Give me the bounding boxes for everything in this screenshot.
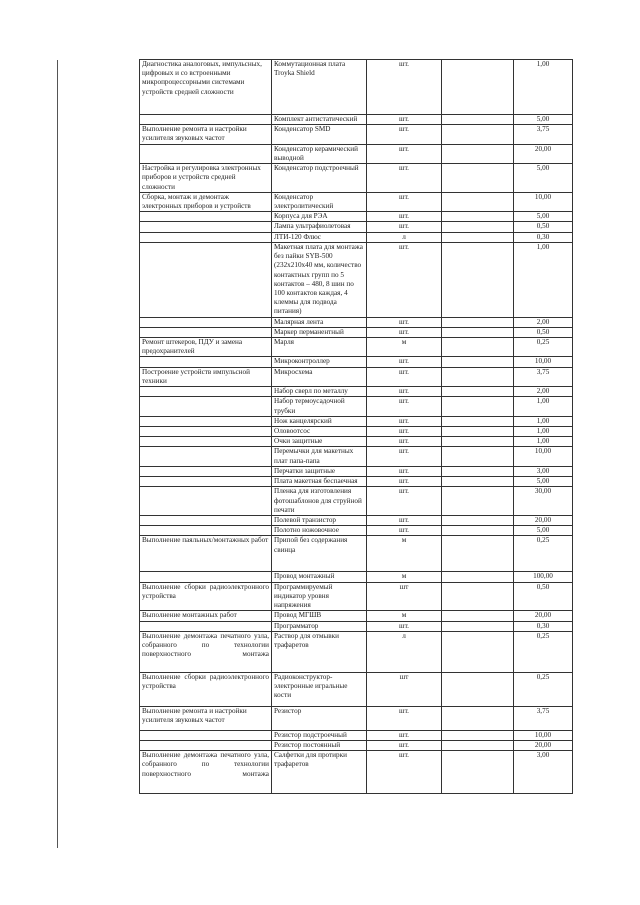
quantity-cell: 0,30: [514, 621, 573, 631]
quantity-cell: 0,25: [514, 672, 573, 706]
table-row: [140, 536, 573, 572]
operation-cell: Выполнение сборки радиоэлектронного устройства: [140, 672, 272, 706]
quantity-cell: 0,25: [514, 631, 573, 672]
material-cell: Перемычки для макетных плат папа-папа: [272, 447, 367, 466]
table-row: [140, 477, 573, 487]
operation-cell: [140, 740, 272, 750]
empty-cell: [442, 631, 514, 672]
table-row: [140, 437, 573, 447]
quantity-cell: 20,00: [514, 144, 573, 163]
material-cell: Маркер перманентный: [272, 327, 367, 337]
operation-cell: [140, 327, 272, 337]
table-row: [140, 582, 573, 611]
material-cell: ЛТИ-120 Флюс: [272, 232, 367, 242]
empty-cell: [442, 621, 514, 631]
unit-cell: шт.: [367, 367, 442, 386]
unit-cell: шт.: [367, 751, 442, 794]
material-cell: Полевой транзистор: [272, 515, 367, 525]
unit-cell: шт.: [367, 164, 442, 193]
operation-cell: [140, 222, 272, 232]
unit-cell: шт.: [367, 357, 442, 367]
operation-cell: Выполнение ремонта и настройки усилителя звуковых частот: [140, 125, 272, 144]
quantity-cell: 1,00: [514, 427, 573, 437]
material-cell: Конденсатор SMD: [272, 125, 367, 144]
table-row: [140, 144, 573, 163]
empty-cell: [442, 232, 514, 242]
material-cell: Перчатки защитные: [272, 466, 367, 476]
table-row: [140, 367, 573, 386]
operation-cell: [140, 427, 272, 437]
table-row: [140, 751, 573, 794]
quantity-cell: 0,30: [514, 232, 573, 242]
empty-cell: [442, 416, 514, 426]
table-row: [140, 387, 573, 397]
quantity-cell: 0,50: [514, 327, 573, 337]
material-cell: Комплект антистатический: [272, 115, 367, 125]
operation-cell: [140, 621, 272, 631]
operation-cell: Выполнение демонтажа печатного узла, собранного по технологии поверхностного монтажа: [140, 751, 272, 794]
empty-cell: [442, 740, 514, 750]
operation-cell: Выполнение демонтажа печатного узла, собранного по технологии поверхностного монтажа: [140, 631, 272, 672]
quantity-cell: 10,00: [514, 730, 573, 740]
operation-cell: [140, 357, 272, 367]
empty-cell: [442, 477, 514, 487]
unit-cell: шт: [367, 582, 442, 611]
material-cell: Программатор: [272, 621, 367, 631]
unit-cell: м: [367, 572, 442, 582]
material-cell: Резистор подстроечный: [272, 730, 367, 740]
table-row: [140, 416, 573, 426]
unit-cell: шт.: [367, 621, 442, 631]
operation-cell: Ремонт штекеров, ПДУ и замена предохранителей: [140, 338, 272, 357]
unit-cell: шт.: [367, 466, 442, 476]
empty-cell: [442, 536, 514, 572]
operation-cell: [140, 115, 272, 125]
material-cell: Конденсатор подстроечный: [272, 164, 367, 193]
empty-cell: [442, 212, 514, 222]
table-row: [140, 730, 573, 740]
table-row: [140, 466, 573, 476]
material-cell: Корпуса для РЭА: [272, 212, 367, 222]
empty-cell: [442, 730, 514, 740]
table-row: [140, 427, 573, 437]
empty-cell: [442, 144, 514, 163]
quantity-cell: 3,75: [514, 125, 573, 144]
unit-cell: м: [367, 536, 442, 572]
operation-cell: [140, 212, 272, 222]
unit-cell: л: [367, 232, 442, 242]
table-row: [140, 232, 573, 242]
unit-cell: шт.: [367, 740, 442, 750]
empty-cell: [442, 466, 514, 476]
quantity-cell: 2,00: [514, 317, 573, 327]
material-cell: Микроконтроллер: [272, 357, 367, 367]
table-row: [140, 242, 573, 317]
quantity-cell: 10,00: [514, 192, 573, 211]
empty-cell: [442, 487, 514, 516]
table-row: [140, 631, 573, 672]
quantity-cell: 3,00: [514, 466, 573, 476]
material-cell: Припой без содержания свинца: [272, 536, 367, 572]
operation-cell: Выполнение монтажных работ: [140, 611, 272, 621]
material-cell: Макетная плата для монтажа без пайки SYB-500 (232x210x40 мм, количество контактных групп по 5 контактов – 480, 8 шин по 100 контактов каждая, 4 клеммы для подвода питания): [272, 242, 367, 317]
quantity-cell: 3,00: [514, 751, 573, 794]
unit-cell: шт.: [367, 515, 442, 525]
empty-cell: [442, 515, 514, 525]
table-row: [140, 740, 573, 750]
empty-cell: [442, 357, 514, 367]
unit-cell: шт.: [367, 327, 442, 337]
empty-cell: [442, 242, 514, 317]
unit-cell: шт.: [367, 222, 442, 232]
unit-cell: шт.: [367, 416, 442, 426]
operation-cell: Выполнение паяльных/монтажных работ: [140, 536, 272, 572]
material-cell: Раствор для отмывки трафаретов: [272, 631, 367, 672]
quantity-cell: 5,00: [514, 526, 573, 536]
material-cell: Нож канцелярский: [272, 416, 367, 426]
empty-cell: [442, 60, 514, 115]
table-row: [140, 125, 573, 144]
table-row: [140, 192, 573, 211]
quantity-cell: 5,00: [514, 477, 573, 487]
material-cell: Программируемый индикатор уровня напряжения: [272, 582, 367, 611]
unit-cell: шт.: [367, 387, 442, 397]
empty-cell: [442, 125, 514, 144]
empty-cell: [442, 706, 514, 730]
table-row: [140, 327, 573, 337]
table-row: [140, 397, 573, 416]
material-cell: Провод МГШВ: [272, 611, 367, 621]
material-cell: Набор сверл по металлу: [272, 387, 367, 397]
unit-cell: шт.: [367, 242, 442, 317]
unit-cell: шт.: [367, 477, 442, 487]
unit-cell: шт.: [367, 437, 442, 447]
table-row: [140, 621, 573, 631]
quantity-cell: 3,75: [514, 706, 573, 730]
quantity-cell: 20,00: [514, 611, 573, 621]
material-cell: Набор термоусадочной трубки: [272, 397, 367, 416]
material-cell: Провод монтажный: [272, 572, 367, 582]
unit-cell: шт.: [367, 144, 442, 163]
quantity-cell: 5,00: [514, 115, 573, 125]
operation-cell: [140, 437, 272, 447]
unit-cell: шт.: [367, 115, 442, 125]
unit-cell: л: [367, 631, 442, 672]
operation-cell: [140, 397, 272, 416]
material-cell: Оловоотсос: [272, 427, 367, 437]
operation-cell: Диагностика аналоговых, импульсных, цифровых и со встроенными микропроцессорными системами устройств средней сложности: [140, 60, 272, 115]
table-row: [140, 115, 573, 125]
material-cell: Лампа ультрафиолетовая: [272, 222, 367, 232]
quantity-cell: 0,25: [514, 338, 573, 357]
material-cell: Конденсатор электролитический: [272, 192, 367, 211]
table-row: [140, 164, 573, 193]
quantity-cell: 0,25: [514, 536, 573, 572]
quantity-cell: 10,00: [514, 357, 573, 367]
empty-cell: [442, 367, 514, 386]
table-row: [140, 317, 573, 327]
quantity-cell: 20,00: [514, 740, 573, 750]
quantity-cell: 1,00: [514, 397, 573, 416]
empty-cell: [442, 327, 514, 337]
empty-cell: [442, 164, 514, 193]
operation-cell: Выполнение сборки радиоэлектронного устройства: [140, 582, 272, 611]
operation-cell: [140, 447, 272, 466]
empty-cell: [442, 447, 514, 466]
operation-cell: [140, 515, 272, 525]
empty-cell: [442, 611, 514, 621]
operation-cell: [140, 232, 272, 242]
quantity-cell: 20,00: [514, 515, 573, 525]
unit-cell: шт: [367, 672, 442, 706]
quantity-cell: 3,75: [514, 367, 573, 386]
quantity-cell: 5,00: [514, 164, 573, 193]
quantity-cell: 5,00: [514, 212, 573, 222]
table-row: [140, 60, 573, 115]
table-row: [140, 357, 573, 367]
empty-cell: [442, 115, 514, 125]
empty-cell: [442, 387, 514, 397]
material-cell: Малярная лента: [272, 317, 367, 327]
quantity-cell: 30,00: [514, 487, 573, 516]
table-row: [140, 672, 573, 706]
table-row: [140, 706, 573, 730]
material-cell: Микросхема: [272, 367, 367, 386]
table-row: [140, 515, 573, 525]
unit-cell: шт.: [367, 706, 442, 730]
binding-margin-line: [57, 60, 58, 848]
material-cell: Коммутационная плата Troyka Shield: [272, 60, 367, 115]
unit-cell: м: [367, 611, 442, 621]
operation-cell: [140, 416, 272, 426]
unit-cell: шт.: [367, 192, 442, 211]
unit-cell: шт.: [367, 60, 442, 115]
unit-cell: шт.: [367, 125, 442, 144]
empty-cell: [442, 317, 514, 327]
unit-cell: м: [367, 338, 442, 357]
material-cell: Марля: [272, 338, 367, 357]
quantity-cell: 10,00: [514, 447, 573, 466]
empty-cell: [442, 192, 514, 211]
material-cell: Резистор постоянный: [272, 740, 367, 750]
unit-cell: шт.: [367, 526, 442, 536]
unit-cell: шт.: [367, 317, 442, 327]
unit-cell: шт.: [367, 212, 442, 222]
quantity-cell: 1,00: [514, 416, 573, 426]
material-cell: Полотно ножовочное: [272, 526, 367, 536]
material-cell: Резистор: [272, 706, 367, 730]
quantity-cell: 0,50: [514, 222, 573, 232]
quantity-cell: 1,00: [514, 437, 573, 447]
operation-cell: [140, 477, 272, 487]
operation-cell: Сборка, монтаж и демонтаж электронных приборов и устройств: [140, 192, 272, 211]
material-cell: Конденсатор керамический выводной: [272, 144, 367, 163]
operation-cell: Настройка и регулировка электронных приборов и устройств средней сложности: [140, 164, 272, 193]
operation-cell: [140, 144, 272, 163]
empty-cell: [442, 526, 514, 536]
quantity-cell: 2,00: [514, 387, 573, 397]
table-row: [140, 222, 573, 232]
materials-table: [139, 59, 573, 794]
quantity-cell: 1,00: [514, 60, 573, 115]
operation-cell: [140, 730, 272, 740]
material-cell: Радиоконструктор- электронные игральные кости: [272, 672, 367, 706]
table-row: [140, 572, 573, 582]
table-row: [140, 526, 573, 536]
quantity-cell: 1,00: [514, 242, 573, 317]
table-row: [140, 212, 573, 222]
empty-cell: [442, 222, 514, 232]
quantity-cell: 100,00: [514, 572, 573, 582]
operation-cell: [140, 572, 272, 582]
material-cell: Пленка для изготовления фотошаблонов для струйной печати: [272, 487, 367, 516]
material-cell: Салфетки для протирки трафаретов: [272, 751, 367, 794]
empty-cell: [442, 751, 514, 794]
operation-cell: [140, 242, 272, 317]
operation-cell: [140, 487, 272, 516]
empty-cell: [442, 338, 514, 357]
empty-cell: [442, 397, 514, 416]
empty-cell: [442, 672, 514, 706]
empty-cell: [442, 427, 514, 437]
empty-cell: [442, 437, 514, 447]
operation-cell: [140, 526, 272, 536]
unit-cell: шт.: [367, 730, 442, 740]
table-row: [140, 447, 573, 466]
operation-cell: [140, 317, 272, 327]
material-cell: Плата макетная беспаечная: [272, 477, 367, 487]
empty-cell: [442, 572, 514, 582]
operation-cell: [140, 387, 272, 397]
unit-cell: шт.: [367, 427, 442, 437]
table-row: [140, 611, 573, 621]
unit-cell: шт.: [367, 447, 442, 466]
unit-cell: шт.: [367, 487, 442, 516]
material-cell: Очки защитные: [272, 437, 367, 447]
empty-cell: [442, 582, 514, 611]
quantity-cell: 0,50: [514, 582, 573, 611]
table-row: [140, 487, 573, 516]
operation-cell: Построение устройств импульсной техники: [140, 367, 272, 386]
unit-cell: шт.: [367, 397, 442, 416]
operation-cell: Выполнение ремонта и настройки усилителя звуковых частот: [140, 706, 272, 730]
table-row: [140, 338, 573, 357]
operation-cell: [140, 466, 272, 476]
